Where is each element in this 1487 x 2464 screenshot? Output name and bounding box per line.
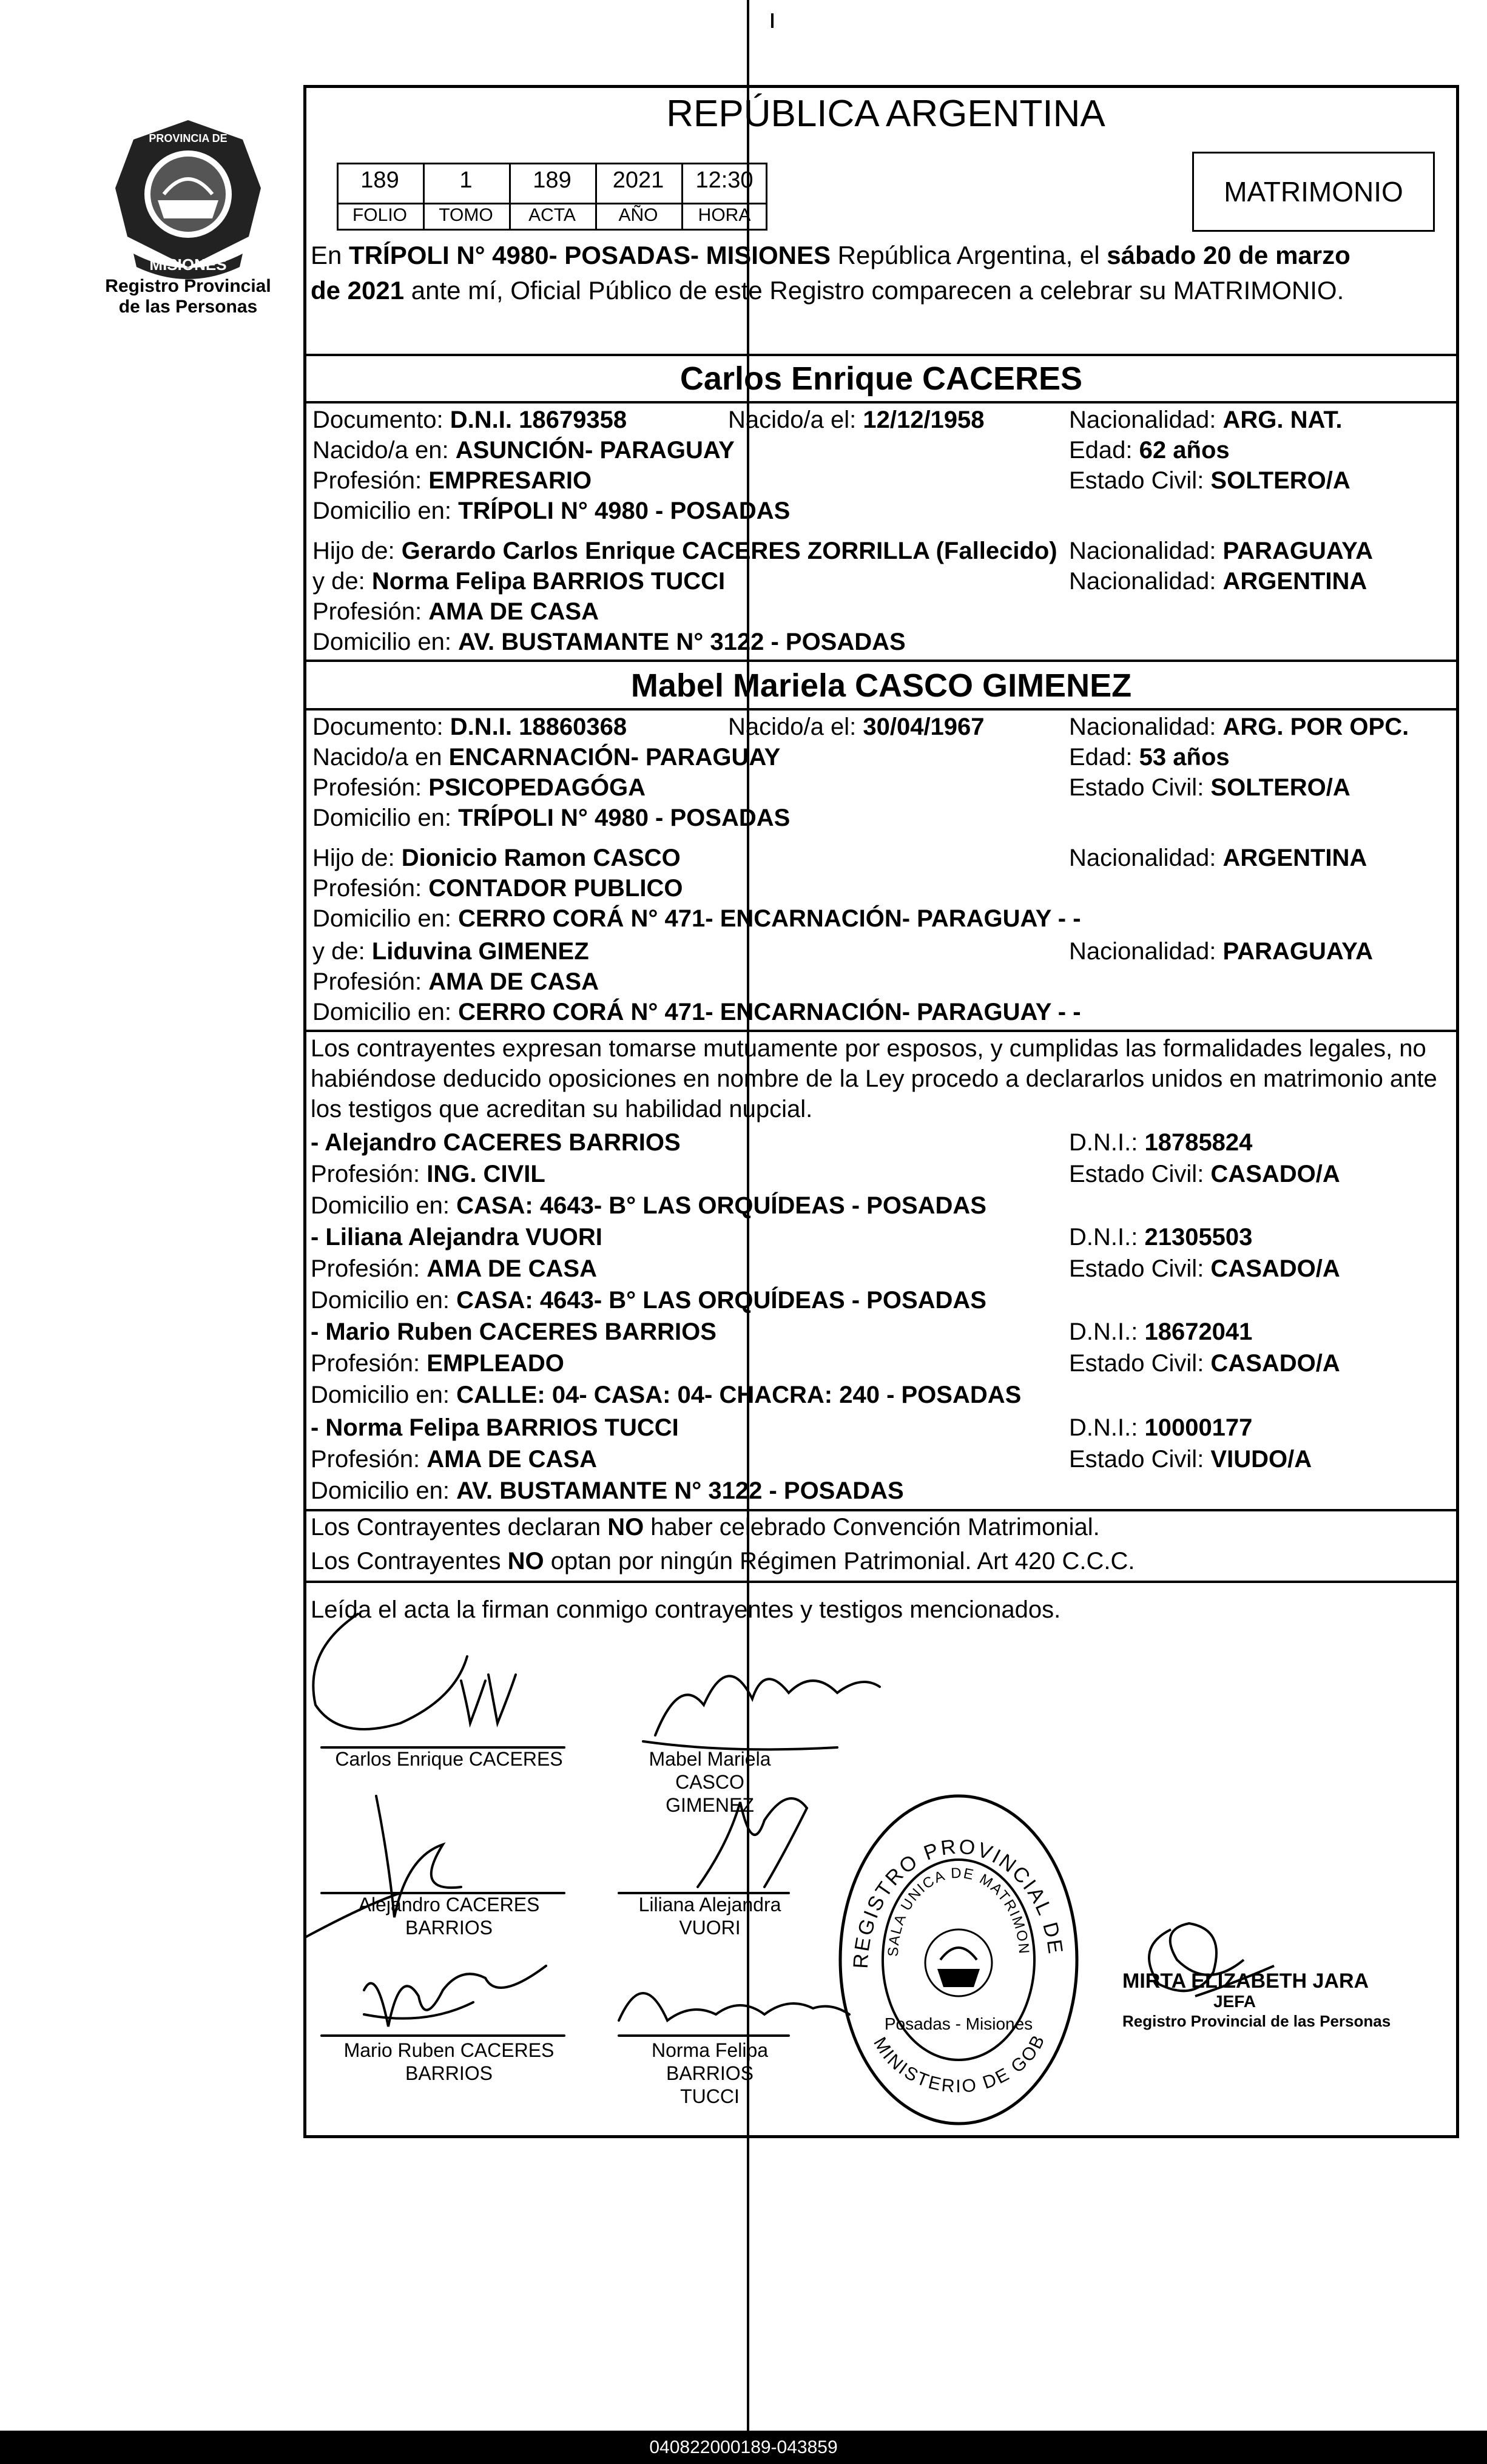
section-divider bbox=[305, 660, 1457, 662]
groom-profession bbox=[312, 467, 592, 494]
value: CASADO/A bbox=[1210, 1350, 1340, 1377]
official-organization: Registro Provincial de las Personas bbox=[1122, 2012, 1391, 2030]
value: AMA DE CASA bbox=[428, 968, 599, 995]
value: CONTADOR PUBLICO bbox=[428, 875, 683, 902]
value: PSICOPEDAGÓGA bbox=[428, 774, 646, 801]
value: ARGENTINA bbox=[1222, 568, 1367, 595]
value: PARAGUAYA bbox=[1222, 938, 1373, 965]
value: Gerardo Carlos Enrique CACERES ZORRILLA (Fallecido) bbox=[401, 538, 1057, 564]
bride-document bbox=[312, 713, 627, 741]
intro-year: de 2021 bbox=[311, 276, 405, 305]
registry-stamp bbox=[831, 1787, 1086, 2133]
witness-dni bbox=[1069, 1414, 1252, 1442]
bride-mother-nationality bbox=[1069, 937, 1373, 965]
bride-father bbox=[312, 844, 681, 872]
hora-value: 12:30 bbox=[695, 167, 754, 193]
signature-caption-witness-4 bbox=[613, 2039, 807, 2108]
groom-name: Carlos Enrique CACERES bbox=[679, 360, 1083, 397]
witness-profession bbox=[311, 1160, 545, 1188]
bride-name: Mabel Mariela CASCO GIMENEZ bbox=[630, 667, 1132, 704]
value: 18785824 bbox=[1144, 1129, 1253, 1156]
intro-place: TRÍPOLI N° 4980- POSADAS- MISIONES bbox=[349, 241, 831, 269]
label: Documento: bbox=[312, 714, 450, 740]
groom-age bbox=[1069, 436, 1230, 464]
value: ENCARNACIÓN- PARAGUAY bbox=[448, 744, 781, 771]
witness-profession bbox=[311, 1445, 597, 1473]
witness-name: - Alejandro CACERES BARRIOS bbox=[311, 1129, 681, 1156]
label: Domicilio en: bbox=[312, 629, 459, 655]
bride-father-address bbox=[312, 905, 1081, 933]
convention-line-1 bbox=[311, 1513, 1100, 1541]
groom-mother-address bbox=[312, 628, 906, 656]
bride-age bbox=[1069, 743, 1230, 771]
groom-mother bbox=[312, 567, 725, 595]
label: D.N.I.: bbox=[1069, 1129, 1145, 1156]
witness-name: - Mario Ruben CACERES BARRIOS bbox=[311, 1318, 717, 1345]
value: 21305503 bbox=[1144, 1224, 1253, 1251]
label: Profesión: bbox=[311, 1350, 427, 1377]
intro-text: En bbox=[311, 241, 349, 269]
label: Profesión: bbox=[311, 1161, 427, 1187]
label: Hijo de: bbox=[312, 845, 402, 871]
label: Domicilio en: bbox=[312, 905, 459, 932]
value: 30/04/1967 bbox=[863, 714, 985, 740]
value: CERRO CORÁ N° 471- ENCARNACIÓN- PARAGUAY - - bbox=[458, 999, 1081, 1025]
witness-civil-status bbox=[1069, 1445, 1312, 1473]
value: CALLE: 04- CASA: 04- CHACRA: 240 - POSADAS bbox=[456, 1382, 1022, 1408]
groom-address bbox=[312, 497, 790, 525]
witness-name: - Liliana Alejandra VUORI bbox=[311, 1224, 602, 1251]
text-bold: NO bbox=[607, 1514, 644, 1541]
text: haber celebrado Convención Matrimonial. bbox=[644, 1514, 1100, 1541]
caption-line: Liliana Alejandra VUORI bbox=[638, 1894, 781, 1939]
tomo-label: TOMO bbox=[439, 205, 493, 225]
value: 10000177 bbox=[1144, 1414, 1253, 1441]
text-bold: NO bbox=[507, 1548, 544, 1575]
section-divider bbox=[305, 354, 1457, 356]
label: Estado Civil: bbox=[1069, 467, 1211, 494]
declaration-line: Los contrayentes expresan tomarse mutuamente por esposos, y cumplidas las formalidades legales, no bbox=[311, 1035, 1426, 1062]
label: Profesión: bbox=[311, 1255, 427, 1282]
label: Domicilio en: bbox=[311, 1477, 457, 1504]
caption-line: GIMENEZ bbox=[666, 1794, 754, 1816]
label: Nacionalidad: bbox=[1069, 568, 1223, 595]
label: Edad: bbox=[1069, 744, 1139, 771]
value: CASA: 4643- B° LAS ORQUÍDEAS - POSADAS bbox=[456, 1287, 986, 1314]
acta-label: ACTA bbox=[528, 205, 576, 225]
intro-date: sábado 20 de marzo bbox=[1107, 241, 1350, 269]
label: Profesión: bbox=[311, 1446, 427, 1473]
bride-nationality bbox=[1069, 713, 1409, 741]
svg-text:PROVINCIA DE: PROVINCIA DE bbox=[149, 132, 228, 144]
caption-line: Mabel Mariela CASCO bbox=[649, 1748, 771, 1793]
value: D.N.I. 18860368 bbox=[450, 714, 627, 740]
section-divider bbox=[305, 708, 1457, 711]
bride-father-nationality bbox=[1069, 844, 1367, 872]
document-code-bar: 040822000189-043859 bbox=[0, 2431, 1487, 2464]
value: ING. CIVIL bbox=[427, 1161, 545, 1187]
intro-line-2 bbox=[311, 277, 1344, 305]
groom-civil-status bbox=[1069, 467, 1350, 494]
label: Nacido/a el: bbox=[728, 407, 863, 433]
text: Los Contrayentes declaran bbox=[311, 1514, 608, 1541]
svg-text:Posadas - Misiones: Posadas - Misiones bbox=[884, 2014, 1033, 2033]
witness-address bbox=[311, 1192, 986, 1220]
tomo-value: 1 bbox=[459, 167, 473, 193]
acta-value: 189 bbox=[533, 167, 572, 193]
value: SOLTERO/A bbox=[1210, 467, 1350, 494]
witness-dni bbox=[1069, 1318, 1252, 1346]
bride-father-profession bbox=[312, 874, 683, 902]
svg-text:SALA UNICA DE MATRIMONIOS: SALA UNICA DE MATRIMON bbox=[885, 1865, 1033, 1957]
text: Los Contrayentes bbox=[311, 1548, 508, 1575]
label: Nacionalidad: bbox=[1069, 938, 1223, 965]
signature-caption-witness-3 bbox=[322, 2039, 576, 2085]
label: Documento: bbox=[312, 407, 450, 433]
value: 53 años bbox=[1139, 744, 1230, 771]
value: 12/12/1958 bbox=[863, 407, 985, 433]
declaration-line: los testigos que acreditan su habilidad nupcial. bbox=[311, 1096, 813, 1122]
groom-father bbox=[312, 537, 1057, 565]
witness-dni bbox=[1069, 1223, 1252, 1251]
signature-caption-bride bbox=[619, 1747, 801, 1817]
bride-profession bbox=[312, 774, 646, 802]
label: Domicilio en: bbox=[312, 498, 459, 524]
bride-mother-address bbox=[312, 998, 1081, 1026]
anio-label: AÑO bbox=[618, 205, 658, 225]
label: Estado Civil: bbox=[1069, 1446, 1211, 1473]
value: AV. BUSTAMANTE N° 3122 - POSADAS bbox=[456, 1477, 904, 1504]
label: Nacido/a en bbox=[312, 744, 449, 771]
signature-caption-witness-2 bbox=[613, 1893, 807, 1939]
caption-line: TUCCI bbox=[680, 2085, 740, 2107]
text: optan por ningún Régimen Patrimonial. Art 420 C.C.C. bbox=[544, 1548, 1135, 1575]
folio-label: FOLIO bbox=[352, 205, 407, 225]
document-title: REPÚBLICA ARGENTINA bbox=[666, 93, 1105, 135]
reference-table-divider bbox=[337, 203, 767, 204]
caption-line: BARRIOS bbox=[405, 1917, 493, 1939]
value: TRÍPOLI N° 4980 - POSADAS bbox=[458, 498, 791, 524]
label: Nacido/a en: bbox=[312, 437, 456, 464]
marriage-type-box: MATRIMONIO bbox=[1192, 152, 1435, 232]
value: CERRO CORÁ N° 471- ENCARNACIÓN- PARAGUAY - - bbox=[458, 905, 1081, 932]
label: D.N.I.: bbox=[1069, 1318, 1145, 1345]
label: Profesión: bbox=[312, 467, 429, 494]
witness-dni bbox=[1069, 1129, 1252, 1156]
groom-mother-profession bbox=[312, 598, 599, 626]
value: Liduvina GIMENEZ bbox=[371, 938, 589, 965]
caption-line: Carlos Enrique CACERES bbox=[335, 1748, 563, 1770]
value: TRÍPOLI N° 4980 - POSADAS bbox=[458, 805, 791, 831]
value: D.N.I. 18679358 bbox=[450, 407, 627, 433]
svg-text:MISIONES: MISIONES bbox=[149, 255, 227, 274]
logo-caption-line: de las Personas bbox=[118, 297, 258, 317]
label: Profesión: bbox=[312, 875, 429, 902]
witness-profession bbox=[311, 1255, 597, 1283]
witness-profession bbox=[311, 1349, 564, 1377]
witness-name: - Norma Felipa BARRIOS TUCCI bbox=[311, 1414, 679, 1441]
groom-mother-nationality bbox=[1069, 567, 1367, 595]
section-divider bbox=[305, 1509, 1457, 1511]
intro-line-1 bbox=[311, 241, 1350, 269]
value: ARGENTINA bbox=[1222, 845, 1367, 871]
value: EMPRESARIO bbox=[428, 467, 592, 494]
caption-line: Mario Ruben CACERES bbox=[343, 2039, 555, 2061]
value: EMPLEADO bbox=[427, 1350, 564, 1377]
label: Domicilio en: bbox=[312, 999, 459, 1025]
intro-text: República Argentina, el bbox=[831, 241, 1107, 269]
section-divider bbox=[305, 1030, 1457, 1032]
groom-birth-date bbox=[728, 406, 985, 434]
label: Profesión: bbox=[312, 774, 429, 801]
label: Estado Civil: bbox=[1069, 1161, 1211, 1187]
hora-label: HORA bbox=[698, 205, 751, 225]
value: 18672041 bbox=[1144, 1318, 1253, 1345]
value: AMA DE CASA bbox=[427, 1446, 597, 1473]
bride-birth-date bbox=[728, 713, 985, 741]
value: AV. BUSTAMANTE N° 3122 - POSADAS bbox=[458, 629, 906, 655]
bride-birth-place bbox=[312, 743, 780, 771]
witness-address bbox=[311, 1286, 986, 1314]
label: Estado Civil: bbox=[1069, 774, 1211, 801]
official-name: MIRTA ELIZABETH JARA bbox=[1122, 1970, 1369, 1993]
bride-civil-status bbox=[1069, 774, 1350, 802]
label: Nacionalidad: bbox=[1069, 714, 1223, 740]
bride-address bbox=[312, 804, 790, 832]
value: ARG. NAT. bbox=[1222, 407, 1343, 433]
value: ASUNCIÓN- PARAGUAY bbox=[455, 437, 735, 464]
label: Nacionalidad: bbox=[1069, 407, 1223, 433]
logo-caption-line: Registro Provincial bbox=[105, 276, 271, 296]
label: Edad: bbox=[1069, 437, 1139, 464]
intro-text: ante mí, Oficial Público de este Registro comparecen a celebrar su MATRIMONIO. bbox=[404, 276, 1344, 305]
official-role: JEFA bbox=[1213, 1992, 1256, 2011]
section-divider bbox=[305, 401, 1457, 403]
groom-birth-place bbox=[312, 436, 735, 464]
label: Domicilio en: bbox=[311, 1192, 457, 1219]
signature-caption-groom bbox=[322, 1747, 576, 1770]
groom-nationality bbox=[1069, 406, 1343, 434]
value: PARAGUAYA bbox=[1222, 538, 1373, 564]
label: Domicilio en: bbox=[311, 1382, 457, 1408]
value: Norma Felipa BARRIOS TUCCI bbox=[371, 568, 726, 595]
label: Nacionalidad: bbox=[1069, 538, 1223, 564]
convention-line-2 bbox=[311, 1547, 1135, 1575]
value: AMA DE CASA bbox=[427, 1255, 597, 1282]
label: D.N.I.: bbox=[1069, 1414, 1145, 1441]
value: Dionicio Ramon CASCO bbox=[401, 845, 681, 871]
value: 62 años bbox=[1139, 437, 1230, 464]
value: ARG. POR OPC. bbox=[1222, 714, 1409, 740]
groom-document bbox=[312, 406, 627, 434]
groom-father-nationality bbox=[1069, 537, 1373, 565]
anio-value: 2021 bbox=[612, 167, 664, 193]
label: Nacionalidad: bbox=[1069, 845, 1223, 871]
folio-value: 189 bbox=[360, 167, 399, 193]
witness-address bbox=[311, 1381, 1021, 1409]
svg-text:MINISTERIO DE GOBIERNO: MINISTERIO DE GOB bbox=[869, 2031, 1050, 2097]
value: CASADO/A bbox=[1210, 1255, 1340, 1282]
value: VIUDO/A bbox=[1210, 1446, 1312, 1473]
value: SOLTERO/A bbox=[1210, 774, 1350, 801]
value: CASA: 4643- B° LAS ORQUÍDEAS - POSADAS bbox=[456, 1192, 986, 1219]
bride-mother-profession bbox=[312, 968, 599, 996]
caption-line: BARRIOS bbox=[405, 2062, 493, 2084]
signature-caption-witness-1 bbox=[322, 1893, 576, 1939]
label: Estado Civil: bbox=[1069, 1255, 1211, 1282]
witness-civil-status bbox=[1069, 1160, 1340, 1188]
label: y de: bbox=[312, 568, 372, 595]
declaration-line: habiéndose deducido oposiciones en nombre de la Ley procedo a declararlos unidos en matrimonio ante bbox=[311, 1065, 1437, 1092]
caption-line: Norma Felipa BARRIOS bbox=[651, 2039, 769, 2084]
witness-civil-status bbox=[1069, 1349, 1340, 1377]
witness-address bbox=[311, 1477, 904, 1505]
label: y de: bbox=[312, 938, 372, 965]
witness-civil-status bbox=[1069, 1255, 1340, 1283]
label: Hijo de: bbox=[312, 538, 402, 564]
label: Nacido/a el: bbox=[728, 714, 863, 740]
value: AMA DE CASA bbox=[428, 598, 599, 625]
label: Domicilio en: bbox=[312, 805, 459, 831]
label: Estado Civil: bbox=[1069, 1350, 1211, 1377]
bride-mother bbox=[312, 937, 589, 965]
label: Domicilio en: bbox=[311, 1287, 457, 1314]
label: Profesión: bbox=[312, 598, 429, 625]
value: CASADO/A bbox=[1210, 1161, 1340, 1187]
label: Profesión: bbox=[312, 968, 429, 995]
caption-line: Alejandro CACERES bbox=[358, 1894, 540, 1916]
logo-caption bbox=[79, 276, 297, 317]
registry-logo bbox=[97, 115, 279, 285]
section-divider bbox=[305, 1581, 1457, 1583]
svg-text:REGISTRO PROVINCIAL DE LAS PER: REGISTRO PROVINCIAL DE bbox=[849, 1835, 1068, 1970]
label: D.N.I.: bbox=[1069, 1224, 1145, 1251]
scan-mark bbox=[771, 13, 774, 28]
signing-statement: Leída el acta la firman conmigo contrayentes y testigos mencionados. bbox=[311, 1596, 1061, 1623]
